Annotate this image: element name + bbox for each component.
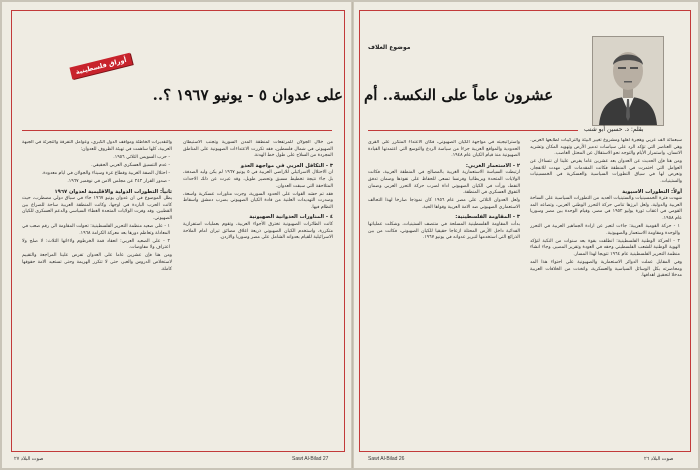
- paragraph: كانت الطائرات الصهيونية تخترق الأجواء العربية، وتقوم بعمليات استفزازية متكررة، واستخدم الكيان الصهيوني ذريعة اغلاق مضائق تيران امام الملاحة الاسرائيلية للقيام بعدوانه الشامل على مصر وسوريا والاردن.: [183, 222, 333, 241]
- footer-left-page-latin: Sawt Al-Bilad 27: [292, 456, 329, 462]
- left-title-rule: [22, 130, 332, 131]
- left-page-right-column: [183, 140, 333, 440]
- paragraph: ومن هنا فإن الحديث عن العدوان بعد عشرين عاما يفرض علينا ان نتساءل عن العوامل التي اختمرت في المنطقة فكانت المقدمات التي مهدت للانفجار، ونعرض لها في سياق التطورات السياسية والعسكرية في الخمسينيات والستينيات.: [530, 159, 682, 185]
- paragraph: شهدت فترة الخمسينيات والستينيات العديد من التطورات السياسية على الساحة العربية والدولية، ولعل ابرزها تنامي حركة التحرر الوطني العربي، وتصاعد المد القومي في اعقاب ثورة يوليو ١٩٥٢ في مصر، وقيام الوحدة بين مصر وسوريا عام ١٩٥٨.: [530, 196, 682, 222]
- left-page: [2, 2, 351, 468]
- footer-right-page-label: صوت البلاد ٢٦: [644, 456, 674, 462]
- section-badge: أوراق فلسطينية: [69, 53, 132, 80]
- footer-right-page-latin: Sawt Al-Bilad 26: [368, 456, 405, 462]
- list-item: ٢ - على الصعيد العربي: انعقاد قمة الخرطوم ولاءاتها الثلاث: لا صلح ولا اعتراف ولا مفاوضات.: [22, 238, 170, 251]
- list-item: ٢ - الحركة الوطنية الفلسطينية: انطلقت بقوة بعد سنوات من النكبة لتؤكد الهوية الوطنية للشعب الفلسطيني وحقه في العودة وتقرير المصير، وجاء انشاء منظمة التحرير الفلسطينية عام ١٩٦٤ تتويجا لهذا المسار.: [530, 238, 680, 257]
- paragraph: ولعل العدوان الثلاثي على مصر عام ١٩٥٦ كان نموذجا صارخا لهذا التحالف الاستعماري الصهيوني ضد الامة العربية وقواها الحية.: [368, 198, 520, 210]
- footer-left-page-label: صوت البلاد ٢٧: [14, 456, 44, 462]
- right-page: [354, 2, 698, 468]
- paragraph: من خلال الجولان للمرتفعات لمنطقة المدن السورية وتجنب الاستيطان الصهيوني في شمال فلسطين، فقد تكررت الاعتداءات الصهيونية على المناطق المجردة من السلاح على طول خط الهدنة.: [183, 140, 333, 159]
- list-item: - عدم التنسيق العسكري العربي الحقيقي.: [91, 162, 170, 168]
- right-page-left-column: [368, 140, 520, 440]
- section-heading: ثانياً: التطورات الدولية والاقليمية لعدوان ١٩٦٧: [54, 188, 172, 195]
- section-heading: أولاً: التطورات الاسيوية: [622, 188, 682, 195]
- paragraph: يظل الموضوع في ان عدوان يونيو ١٩٦٧ جاء في سياق دولي مضطرب، حيث كانت الحرب الباردة في اوجها، وكانت المنطقة العربية ساحة للصراع بين القطبين. وقد وفرت الولايات المتحدة الغطاء السياسي والدعم العسكري للكيان الصهيوني.: [22, 196, 172, 221]
- section-heading: ٣ - المقاومة الفلسطينية:: [455, 214, 520, 221]
- paragraph: سبعمائة الف عربي وهجرة أهلها ومشروع تغيير البيئة والتركيبات لطابعها العربي. وهي العناصر التي تؤكد الرد على سياسات تدمير الأرض وتهويد المكان وتشريد الانسان، واستمرار الأيام والتوجه نحو الاستقلال عن المحتل الغاصب.: [530, 138, 682, 157]
- article-title-part-1: عشرون عاماً على النكسة.. أم: [364, 86, 554, 104]
- section-heading: ٢ - الاستعمار الغربي:: [465, 162, 520, 169]
- paragraph: ومن هنا فإن عشرين عاما على العدوان تفرض علينا المراجعة والتقييم لاستخلاص الدروس والعبر، حتى لا تتكرر الهزيمة وحتى تستعيد الامة حقوقها كاملة.: [22, 253, 172, 272]
- list-item: - صدور القرار ٢٤٢ عن مجلس الامن في نوفمبر ١٩٦٧.: [67, 178, 170, 184]
- magazine-spread: [2, 2, 698, 468]
- paragraph: ارتبطت السياسة الاستعمارية الغربية بالمصالح في المنطقة العربية، فكانت الولايات المتحدة وبريطانيا وفرنسا تسعى للحفاظ على نفوذها وضمان تدفق النفط، ورأت في الكيان الصهيوني اداة لضرب حركة التحرر العربي وضمان التفوق العسكري في المنطقة.: [368, 170, 520, 196]
- author-byline: بقلم: د. حسين أبو شنب: [584, 126, 644, 133]
- right-page-right-column: [530, 138, 682, 440]
- list-item: ١ - على صعيد منظمة التحرير الفلسطينية: تحولت المقاومة الى رقم صعب في المعادلة وتعاظم دورها بعد معركة الكرامة ١٩٦٨.: [22, 224, 170, 236]
- cover-topic-label: موضوع الغلاف: [368, 44, 411, 51]
- paragraph: وفي المقابل عملت الدوائر الاستعمارية والصهيونية على احتواء هذا المد ومحاصرته بكل الوسائل السياسية والعسكرية، واتخذت من الخلافات العربية مدخلا لتحقيق اهدافها.: [530, 260, 682, 279]
- paragraph: واستراتيجيته في مواجهة الكيان الصهيوني، فكان الاعتداء المتكرر على القرى الحدودية والمواقع العربية جزءا من سياسة الردع والتوسع التي اعتمدتها القيادة الصهيونية منذ قيام الكيان عام ١٩٤٨.: [368, 140, 520, 159]
- article-title-part-2: على عدوان ٥ - يونيو ١٩٦٧ ؟..: [152, 86, 343, 104]
- paragraph: ان الاحتلال الاسرائيلي للاراضي العربية في ٥ يونيو ١٩٦٧ لم يكن وليد الصدفة، بل جاء نتيجة تخطيط مسبق وتحضير طويل، وقد عبرت عن ذلك الاحداث المتلاحقة التي سبقت العدوان.: [183, 170, 333, 189]
- paragraph: والتقديرات الخاطئة ومواقف الدول الكبرى، وعوامل التفرقة والتجزئة في الجبهة العربية، كلها ساهمت في تهيئة الظروف للعدوان:: [22, 140, 172, 152]
- list-item: - حرب السويس الثلاثي ١٩٥٦.: [113, 154, 170, 160]
- paragraph: فقد تم حشد القوات على الحدود السورية، وجرت مناورات عسكرية واسعة، وصدرت التهديدات العلنية من قادة الكيان الصهيوني بضرب دمشق واسقاط النظام فيها.: [183, 191, 333, 210]
- left-page-left-column: [22, 140, 172, 440]
- author-photo: [592, 36, 664, 126]
- section-heading: ٣ - التكافل العربي في مواجهة العدو: [240, 162, 333, 169]
- list-item: - احتلال الضفة الغربية وقطاع غزة وسيناء والجولان في ايام معدودة.: [41, 170, 170, 176]
- list-item: ١ - حركة القومية العربية: جاءت لتعبر عن ارادة الجماهير العربية في التحرر والوحدة ومقاومة الاستعمار والصهيونية.: [530, 224, 680, 236]
- paragraph: بدأت المقاومة الفلسطينية المسلحة في منتصف الستينيات، وشكلت عملياتها الفدائية داخل الأرض المحتلة ازعاجا حقيقيا للكيان الصهيوني، فكانت من بين الذرائع التي استخدمها لتبرير عدوانه في يونيو ١٩٦٧.: [368, 222, 520, 241]
- section-heading: ٤ - المناورات العدوانية الصهيونية: [249, 214, 333, 221]
- right-title-rule: [368, 130, 578, 131]
- author-portrait-graphic: [593, 37, 663, 125]
